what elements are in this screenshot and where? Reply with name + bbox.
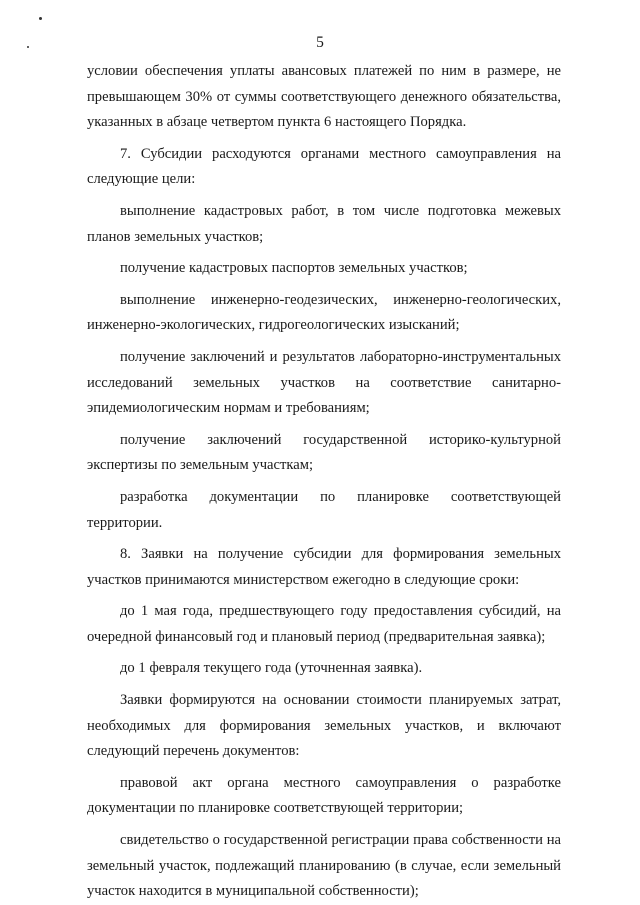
paragraph: выполнение инженерно-геодезических, инженерно-геологических, инженерно-экологических, гидрогеологических изысканий; [87,291,561,334]
paragraph: Заявки формируются на основании стоимости планируемых затрат, необходимых для формирования земельных участков, и включают следующий перечень документов: [87,692,561,760]
paragraph: до 1 февраля текущего года (уточненная заявка). [120,660,423,677]
scan-speck [39,17,42,20]
paragraph: разработка документации по планировке соответствующей территории. [87,488,561,531]
paragraph: правовой акт органа местного самоуправления о разработке документации по планировке соответствующей территории; [87,774,561,817]
paragraph: получение заключений государственной историко-культурной экспертизы по земельным участкам; [87,431,561,474]
paragraph: выполнение кадастровых работ, в том числе подготовка межевых планов земельных участков; [87,202,561,245]
paragraph: 7. Субсидии расходуются органами местного самоуправления на следующие цели: [87,145,561,188]
paragraph: условии обеспечения уплаты авансовых платежей по ним в размере, не превышающем 30% от суммы соответствующего денежного обязательства, указанных в абзаце четвертом пункта 6 настоящего Порядка. [87,63,561,131]
page-number: 5 [316,34,324,51]
paragraph: получение заключений и результатов лабораторно-инструментальных исследований земельных участков на соответствие санитарно-эпидемиологическим нормам и требованиям; [87,348,561,417]
paragraph: получение кадастровых паспортов земельных участков; [120,260,468,277]
paragraph: до 1 мая года, предшествующего году предоставления субсидий, на очередной финансовый год и плановый период (предварительная заявка); [87,603,561,645]
paragraph: свидетельство о государственной регистрации права собственности на земельный участок, подлежащий планированию (в случае, если земельный участок находится в муниципальной собственности); [87,832,561,900]
paragraph: 8. Заявки на получение субсидии для формирования земельных участков принимаются министерством ежегодно в следующие сроки: [87,546,561,588]
page-body [87,59,561,905]
